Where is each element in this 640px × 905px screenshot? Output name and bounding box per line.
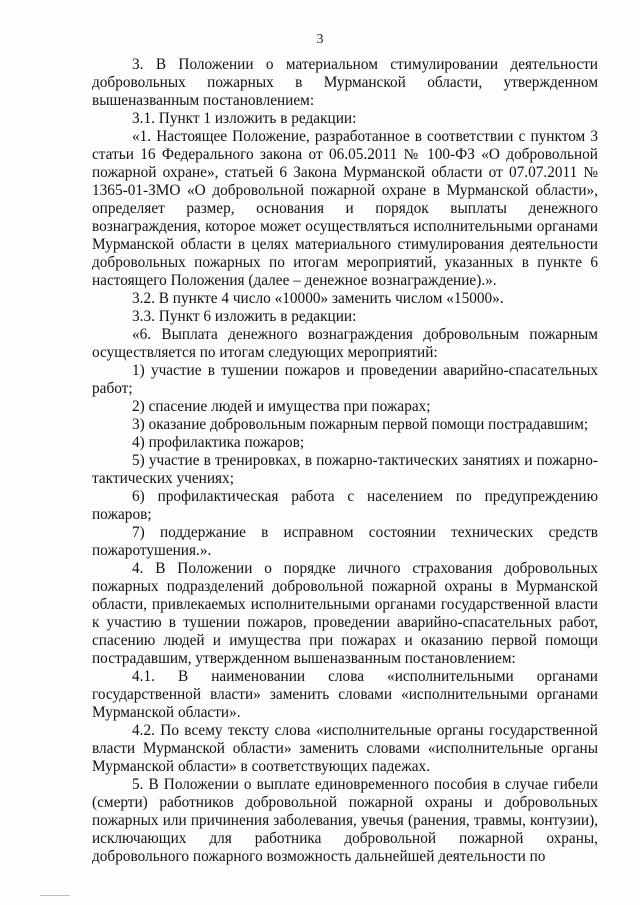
- paragraph-3-3: 3.3. Пункт 6 изложить в редакции:: [132, 308, 357, 325]
- scan-mark: [40, 895, 70, 896]
- list-item: 2) спасение людей и имущества при пожарах;: [132, 398, 431, 415]
- list-item: 3) оказание добровольным пожарным первой помощи пострадавшим;: [132, 416, 589, 433]
- paragraph-4-2: 4.2. По всему тексту слова «исполнительные органы государственной власти Мурманской области» заменить словами «исполнительные органы Мурманской области» в соответствующих падежах.: [92, 722, 598, 775]
- paragraph-3-1: 3.1. Пункт 1 изложить в редакции:: [132, 110, 357, 127]
- paragraph-4-1: 4.1. В наименовании слова «исполнительными органами государственной власти» заменить словами «исполнительными органами Мурманской области».: [92, 668, 598, 721]
- paragraph-3: 3. В Положении о материальном стимулировании деятельности добровольных пожарных в Мурманской области, утвержденном вышеназванным постановлением:: [92, 56, 598, 109]
- list-item: 7) поддержание в исправном состоянии технических средств пожаротушения.».: [92, 524, 598, 559]
- paragraph-3-2: 3.2. В пункте 4 число «10000» заменить числом «15000».: [132, 290, 504, 307]
- paragraph-5: 5. В Положении о выплате единовременного пособия в случае гибели (смерти) работников добровольной пожарной охраны и добровольных пожарных или причинения заболевания, увечья (ранения, травмы, контузии), исключающих для работника добровольной пожарной охраны, добровольного пожарного возможность дальнейшей деятельности по: [92, 776, 598, 865]
- paragraph-3-3-text: «6. Выплата денежного вознаграждения добровольным пожарным осуществляется по итогам следующих мероприятий:: [92, 326, 598, 361]
- list-item: 4) профилактика пожаров;: [132, 434, 305, 451]
- paragraph-4: 4. В Положении о порядке личного страхования добровольных пожарных подразделений добровольной пожарной охраны в Мурманской области, привлекаемых исполнительными органами государственной власти к участию в тушении пожаров, проведении аварийно-спасательных работ, спасению людей и имущества при пожарах и оказанию первой помощи пострадавшим, утвержденном вышеназванным постановлением:: [92, 560, 598, 667]
- list-item: 1) участие в тушении пожаров и проведении аварийно-спасательных работ;: [92, 362, 598, 397]
- paragraph-3-1-text: «1. Настоящее Положение, разработанное в соответствии с пунктом 3 статьи 16 Федерального закона от 06.05.2011 № 100-ФЗ «О добровольной пожарной охране», статьей 6 Закона Мурманской области от 07.07.2011 № 1365-01-ЗМО «О добровольной пожарной охране в Мурманской области», определяет размер, основания и порядок выплаты денежного вознаграждения, которое может осуществляться исполнительными органами Мурманской области в целях материального стимулирования деятельности добровольных пожарных по итогам мероприятий, указанных в пункте 6 настоящего Положения (далее – денежное вознаграждение).».: [92, 128, 598, 289]
- list-item: 6) профилактическая работа с населением по предупреждению пожаров;: [92, 488, 598, 523]
- list-item: 5) участие в тренировках, в пожарно-тактических занятиях и пожарно-тактических учениях;: [92, 452, 598, 487]
- document-body: [92, 56, 598, 866]
- page-number: 3: [316, 32, 324, 47]
